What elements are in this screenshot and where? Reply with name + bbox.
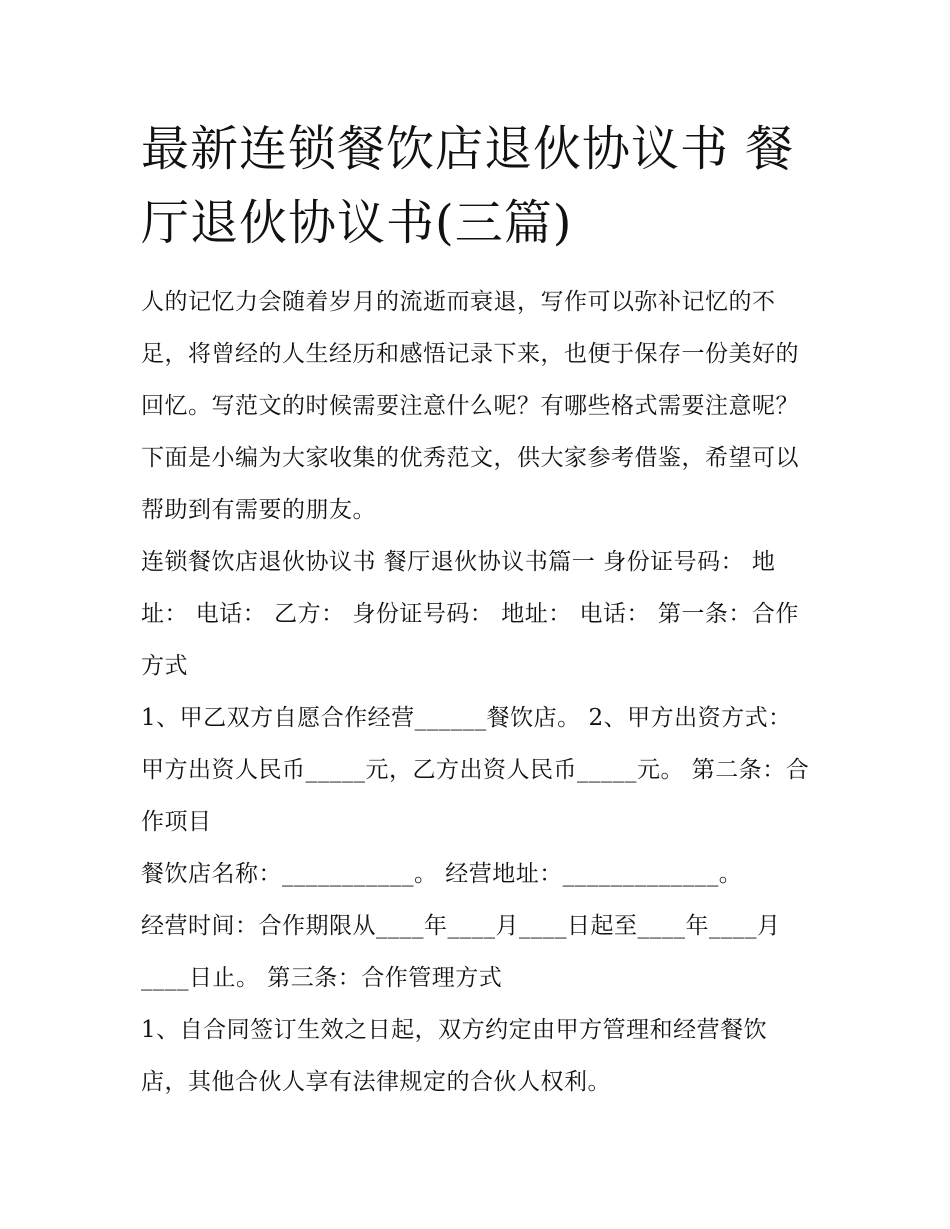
intro-paragraph: 人的记忆力会随着岁月的流逝而衰退，写作可以弥补记忆的不足，将曾经的人生经历和感悟记录下来，也便于保存一份美好的回忆。写范文的时候需要注意什么呢？有哪些格式需要注意呢？下面是小编为大家收集的优秀范文，供大家参考借鉴，希望可以帮助到有需要的朋友。 bbox=[141, 289, 799, 523]
paragraph-store-name-address: 餐饮店名称：___________。 经营地址：_____________。 bbox=[141, 861, 743, 887]
document-page bbox=[141, 112, 813, 1108]
paragraph-operating-period: 经营时间：合作期限从____年____月____日起至____年____月____日止。 第三条：合作管理方式 bbox=[141, 913, 781, 991]
paragraph-investment: 1、甲乙双方自愿合作经营______餐饮店。 2、甲方出资方式：甲方出资人民币_____元，乙方出资人民币_____元。 第二条：合作项目 bbox=[141, 705, 810, 835]
paragraph-partnership-method: 连锁餐饮店退伙协议书 餐厅退伙协议书篇一 身份证号码： 地址： 电话： 乙方： 身份证号码： 地址： 电话： 第一条：合作方式 bbox=[141, 549, 799, 679]
document-title: 最新连锁餐饮店退伙协议书 餐厅退伙协议书(三篇) bbox=[141, 121, 795, 251]
paragraph-management: 1、自合同签订生效之日起，双方约定由甲方管理和经营餐饮店，其他合伙人享有法律规定的合伙人权利。 bbox=[141, 1017, 768, 1095]
